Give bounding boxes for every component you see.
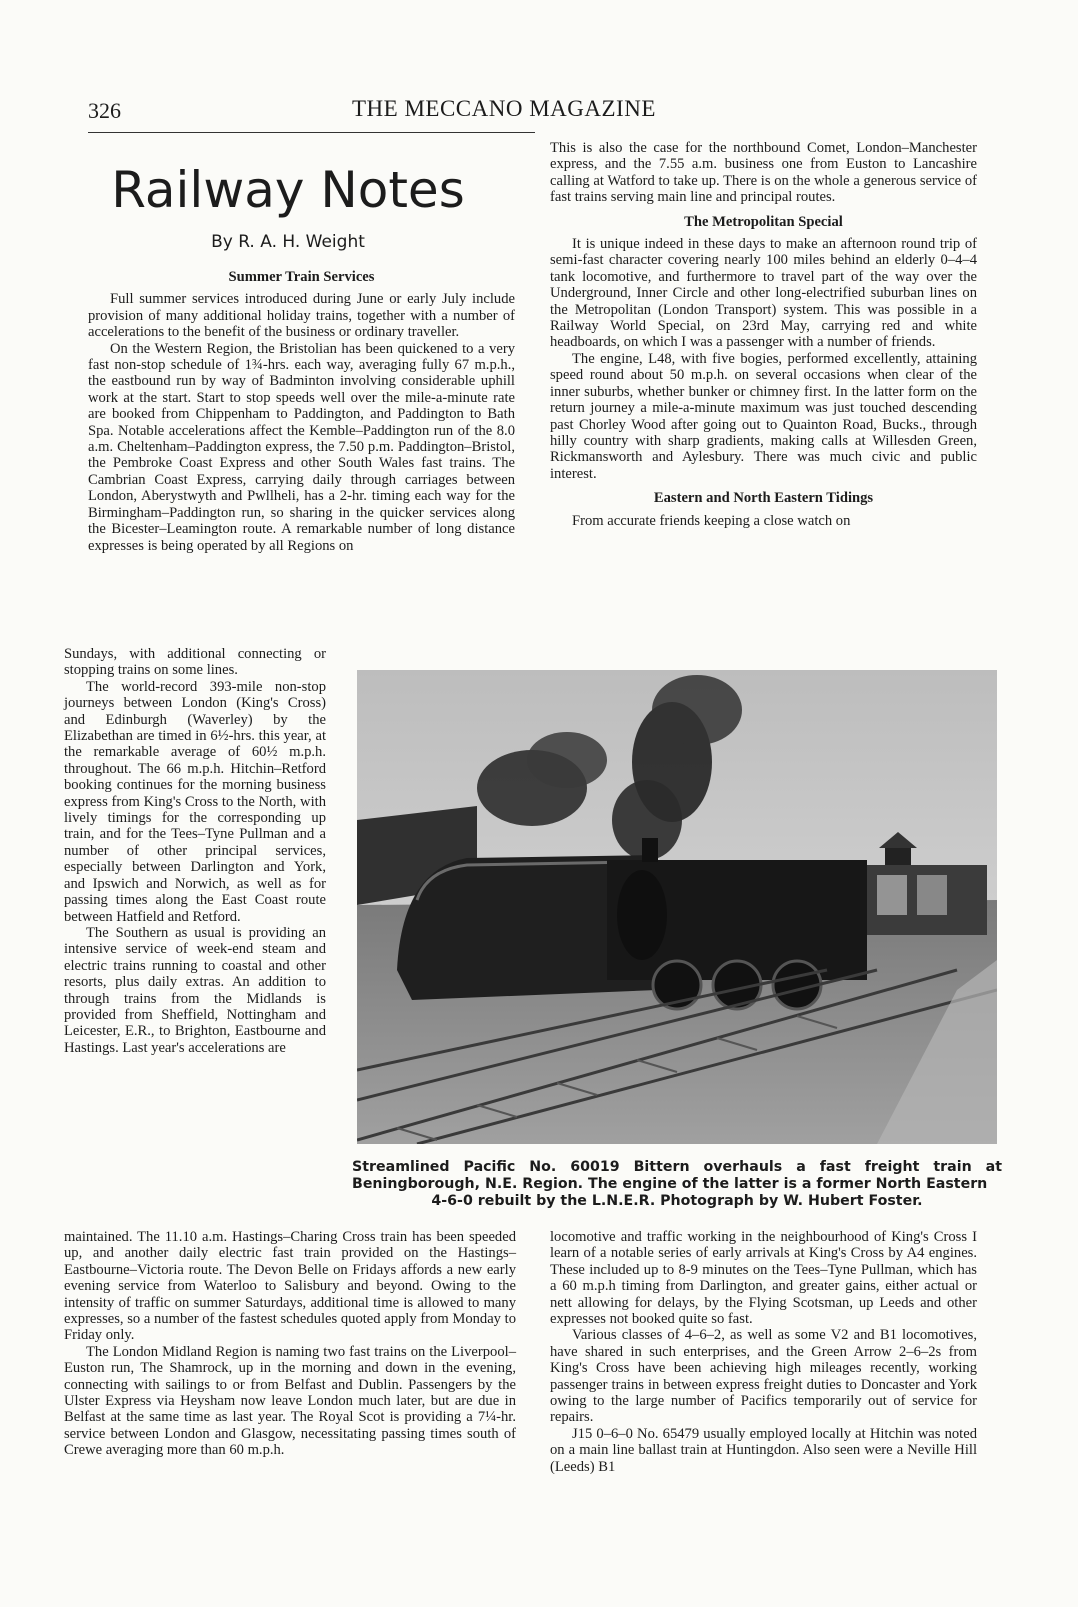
header-rule <box>88 132 535 133</box>
paragraph: Sundays, with additional connecting or stopping trains on some lines. <box>64 646 326 679</box>
train-photograph <box>357 670 997 1144</box>
left-column-top <box>88 267 515 554</box>
caption-line: Streamlined Pacific No. 60019 Bittern overhauls a fast freight train at Beningborough, N.E. Region. The engine of the latter is a former North Eastern <box>352 1159 1002 1192</box>
paragraph: The world-record 393-mile non-stop journeys between London (King's Cross) and Edinburgh (Waverley) by the Elizabethan are timed in 6½-hrs. this year, at the remarkable average of 60½ m.p.h. throughout. The 66 m.p.h. Hitchin–Retford booking continues for the morning business express from King's Cross to the North, with lively timings for the corresponding up train, and for the Tees–Tyne Pullman and a number of other principal services, especially between Darlington and York, and Ipswich and Norwich, as well as for passing times along the East Coast route between Hatfield and Retford. <box>64 678 326 925</box>
left-column-narrow <box>64 646 326 1056</box>
paragraph: J15 0–6–0 No. 65479 usually employed locally at Hitchin was noted on a main line ballast train at Huntingdon. Also seen were a Neville Hill (Leeds) B1 <box>550 1425 977 1475</box>
caption-line: 4-6-0 rebuilt by the L.N.E.R. Photograph by W. Hubert Foster. <box>431 1193 923 1209</box>
left-column-bottom <box>64 1229 516 1459</box>
paragraph: Full summer services introduced during June or early July include provision of many additional holiday trains, together with a number of accelerations to the benefit of the business or ordinary traveller. <box>88 291 515 341</box>
paragraph: From accurate friends keeping a close watch on <box>572 512 851 529</box>
paragraph: It is unique indeed in these days to make an afternoon round trip of semi-fast character covering nearly 100 miles behind an elderly 0–4–4 tank locomotive, and furthermore to travel part of the way over the Underground, Inner Circle and other long-electrified suburban lines on the Metropolitan (London Transport) system. This was possible in a Railway World Special, on 23rd May, carrying red and white headboards, on which I was a passenger with a number of friends. <box>550 236 977 351</box>
paragraph: The Southern as usual is providing an intensive service of week-end steam and electric trains running to coastal and other resorts, plus daily extras. An addition to through trains from the Midlands is provided from Sheffield, Nottingham and Leicester, E.R., to Brighton, Eastbourne and Hastings. Last year's accelerations are <box>64 924 326 1056</box>
paragraph: On the Western Region, the Bristolian has been quickened to a very fast non-stop schedule of 1¾-hrs. each way, averaging fully 67 m.p.h., the eastbound run by way of Badminton involving considerable uphill work at the start. Start to stop speeds well over the mile-a-minute rate are booked from Chippenham to Paddington, and Paddington to Bath Spa. Notable accelerations affect the Kemble–Paddington run of the 8.0 a.m. Cheltenham–Paddington express, the 7.50 p.m. Paddington–Bristol, the Pembroke Coast Express and other South Wales fast trains. The Cambrian Coast Express, carrying daily through carriages between London, Aberystwyth and Pwllheli, has a 2-hr. timing each way for the Birmingham–Paddington run, so sharing in the quicker services along the Bicester–Leamington route. A remarkable number of long distance expresses is being operated by all Regions on <box>88 340 515 554</box>
paragraph: The London Midland Region is naming two fast trains on the Liverpool–Euston run, The Shamrock, up in the morning and down in the evening, connecting with sailings to or from Belfast and Dublin. Passengers by the Ulster Express via Heysham now leave London much later, but are due in Belfast at the same time as last year. The Royal Scot is providing a 7¼-hr. service between London and Glasgow, necessitating passing times south of Crewe averaging more than 60 m.p.h. <box>64 1343 516 1459</box>
photo-caption <box>352 1159 1002 1210</box>
article-byline: By R. A. H. Weight <box>211 232 365 252</box>
paragraph: Various classes of 4–6–2, as well as some V2 and B1 locomotives, have shared in such enterprises, and the Green Arrow 2–6–2s from King's Cross have been achieving high mileages recently, working passenger trains in between express freight duties to Doncaster and York owing to the large number of Pacifics temporarily out of service for repairs. <box>550 1327 977 1426</box>
paragraph: This is also the case for the northbound Comet, London–Manchester express, and the 7.55 a.m. business one from Euston to Lancashire calling at Watford to take up. There is on the whole a generous service of fast trains serving main line and principal routes. <box>550 140 977 206</box>
section-heading: Eastern and North Eastern Tidings <box>653 490 874 507</box>
article-title: Railway Notes <box>111 161 465 219</box>
paragraph: locomotive and traffic working in the neighbourhood of King's Cross I learn of a notable series of early arrivals at King's Cross by A4 engines. These included up to 8-9 minutes on the Tees–Tyne Pullman, which has a 60 m.p.h timing from Darlington, and greater gains, either actual or nett allowing for delays, by the Flying Scotsman, up Leeds and other expresses not booked quite so fast. <box>550 1229 977 1328</box>
running-title: THE MECCANO MAGAZINE <box>352 96 656 121</box>
section-heading: Summer Train Services <box>228 269 375 285</box>
right-column-bottom <box>550 1229 977 1475</box>
page-number: 326 <box>88 98 121 123</box>
right-column-top <box>550 140 977 529</box>
paragraph: maintained. The 11.10 a.m. Hastings–Charing Cross train has been speeded up, and another daily electric fast train provided on the Hastings–Eastbourne–Victoria route. The Devon Belle on Fridays affords a new early evening service from Waterloo to Salisbury and beyond. Owing to the intensity of traffic on summer Saturdays, additional time is allowed to many expresses, so a number of the fastest schedules quoted apply from Monday to Friday only. <box>64 1229 516 1344</box>
section-heading: The Metropolitan Special <box>684 213 843 230</box>
paragraph: The engine, L48, with five bogies, performed excellently, attaining speed round about 50 m.p.h. on several occasions when clear of the inner suburbs, whether bunker or chimney first. In the latter form on the return journey a mile-a-minute maximum was just touched descending past Chorley Wood after going out to Quainton Road, Bucks., through hilly country with sharp gradients, making calls at Willesden Green, Rickmansworth and Aylesbury. There was much civic and public interest. <box>550 350 977 482</box>
